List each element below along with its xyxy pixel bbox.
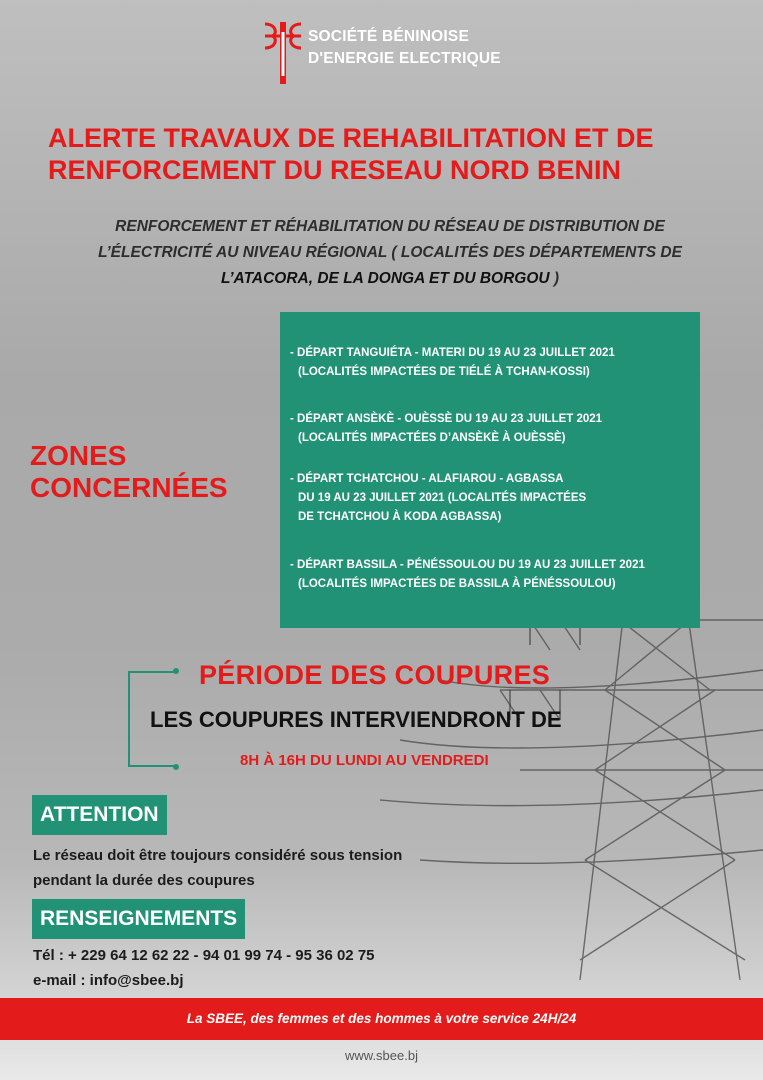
subtitle-departments: L’ATACORA, DE LA DONGA ET DU BORGOU bbox=[220, 270, 550, 287]
departure-localities: DE TCHATCHOU À KODA AGBASSA) bbox=[298, 511, 502, 523]
zones-line2: CONCERNÉES bbox=[30, 472, 228, 503]
subtitle-line3-end: ) bbox=[549, 270, 560, 287]
bracket-dot-bottom bbox=[173, 764, 179, 770]
zones-heading bbox=[30, 440, 228, 504]
work-description bbox=[60, 214, 720, 292]
headline-line1: ALERTE TRAVAUX DE REHABILITATION ET DE bbox=[48, 123, 654, 153]
attention-line2: pendant la durée des coupures bbox=[33, 872, 255, 889]
periode-hours: 8H À 16H DU LUNDI AU VENDREDI bbox=[240, 752, 489, 769]
contact-info bbox=[33, 943, 375, 993]
subtitle-line1: RENFORCEMENT ET RÉHABILITATION DU RÉSEAU DE DISTRIBUTION DE bbox=[115, 218, 665, 235]
periode-title: PÉRIODE DES COUPURES bbox=[199, 660, 551, 690]
zones-line1: ZONES bbox=[30, 440, 127, 471]
slogan-banner: La SBEE, des femmes et des hommes à votre service 24H/24 bbox=[0, 998, 763, 1040]
departure-localities: (LOCALITÉS IMPACTÉES DE TIÉLÉ À TCHAN-KOSSI) bbox=[298, 366, 590, 378]
attention-line1: Le réseau doit être toujours considéré sous tension bbox=[33, 847, 403, 864]
departure-dates: DU 19 AU 23 JUILLET 2021 (LOCALITÉS IMPACTÉES bbox=[298, 492, 587, 504]
departure-title: - DÉPART TANGUIÉTA - MATERI DU 19 AU 23 JUILLET 2021 bbox=[290, 347, 615, 359]
departure-item bbox=[290, 556, 645, 594]
departure-title: - DÉPART TCHATCHOU - ALAFIAROU - AGBASSA bbox=[290, 473, 564, 485]
subtitle-line2: L’ÉLECTRICITÉ AU NIVEAU RÉGIONAL ( LOCALITÉS DES DÉPARTEMENTS DE bbox=[98, 244, 682, 261]
brand-name-line1: SOCIÉTÉ BÉNINOISE bbox=[308, 28, 470, 45]
headline-line2: RENFORCEMENT DU RESEAU NORD BENIN bbox=[48, 155, 622, 185]
attention-text bbox=[33, 843, 402, 893]
departure-item bbox=[290, 470, 586, 527]
contact-phone: Tél : + 229 64 12 62 22 - 94 01 99 74 - 95 36 02 75 bbox=[33, 947, 375, 964]
departure-localities: (LOCALITÉS IMPACTÉES DE BASSILA À PÉNÉSSOULOU) bbox=[298, 578, 616, 590]
renseignements-badge: RENSEIGNEMENTS bbox=[32, 899, 245, 939]
subtitle-line3 bbox=[60, 266, 720, 292]
departure-localities: (LOCALITÉS IMPACTÉES D’ANSÈKÈ À OUÈSSÈ) bbox=[298, 432, 566, 444]
contact-email: e-mail : info@sbee.bj bbox=[33, 972, 184, 989]
departure-item bbox=[290, 344, 615, 382]
attention-badge: ATTENTION bbox=[32, 795, 167, 835]
website-link[interactable]: www.sbee.bj bbox=[345, 1048, 418, 1063]
sbee-logo-icon bbox=[262, 18, 304, 88]
brand-logo bbox=[262, 18, 522, 88]
brand-name-line2: D'ENERGIE ELECTRIQUE bbox=[308, 50, 501, 67]
alert-headline bbox=[48, 122, 728, 186]
departure-title: - DÉPART ANSÈKÈ - OUÈSSÈ DU 19 AU 23 JUILLET 2021 bbox=[290, 413, 603, 425]
departures-panel bbox=[280, 312, 700, 628]
periode-subtitle: LES COUPURES INTERVIENDRONT DE bbox=[150, 707, 562, 732]
bracket-dot-top bbox=[173, 668, 179, 674]
departure-title: - DÉPART BASSILA - PÉNÉSSOULOU DU 19 AU 23 JUILLET 2021 bbox=[290, 559, 645, 571]
departure-item bbox=[290, 410, 602, 448]
